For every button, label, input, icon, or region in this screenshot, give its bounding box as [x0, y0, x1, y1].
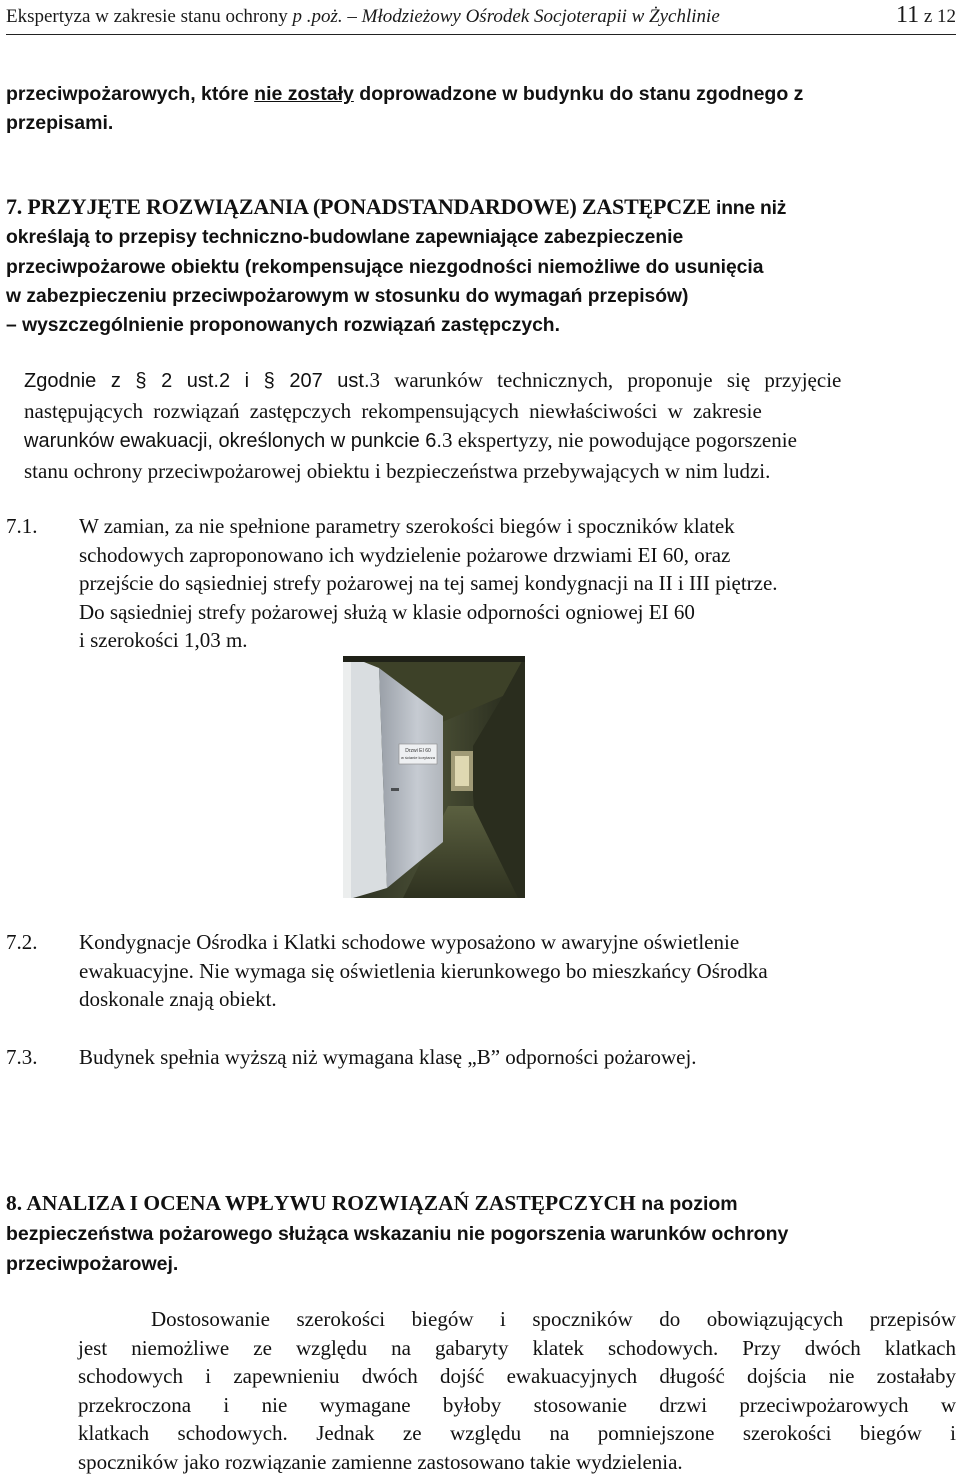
intro-text-1: przeciwpożarowych, które	[6, 83, 255, 105]
item-line: Budynek spełnia wyższą niż wymagana klasę „B” odporności pożarowej.	[79, 1045, 697, 1069]
section-7-line-4: w zabezpieczeniu przeciwpożarowym w stosunku do wymagań przepisów)	[6, 285, 689, 307]
section-7-line-5: – wyszczególnienie proponowanych rozwiązań zastępczych.	[6, 315, 560, 337]
header-divider	[6, 34, 956, 35]
section-8-line-3: przeciwpożarowej.	[6, 1253, 179, 1275]
section-7-line-2: określają to przepisy techniczno-budowlane zapewniające zabezpieczenie	[6, 227, 684, 249]
list-item-7-1	[6, 512, 956, 662]
section-7-title: 7. PRZYJĘTE ROZWIĄZANIA (PONADSTANDARDOWE) ZASTĘPCZE	[6, 194, 711, 219]
item-line: W zamian, za nie spełnione parametry szerokości biegów i spoczników klatek	[79, 514, 735, 538]
item-number: 7.2.	[6, 930, 38, 954]
paragraph-sign: §	[135, 370, 147, 392]
page-number	[896, 2, 956, 30]
header-title-italic: p .poż. – Młodzieżowy Ośrodek Socjoterapii w Żychlinie	[292, 6, 720, 27]
page-total: z 12	[919, 6, 956, 27]
header-title	[6, 4, 720, 30]
section-7-title-cont: inne niż	[710, 198, 787, 219]
fire-door-photo-image	[343, 656, 525, 898]
closing-line: jest niemożliwe ze względu na gabaryty klatek schodowych. Przy dwóch klatkach	[78, 1335, 956, 1360]
zgodnie-text-4: 3 warunków technicznych, proponuje się przyjęcie	[369, 368, 842, 392]
zgodnie-text-1: Zgodnie z	[24, 370, 136, 392]
zgodnie-line-2: następujących rozwiązań zastępczych rekompensujących niewłaściwości w zakresie	[24, 398, 762, 423]
item-text	[79, 512, 939, 655]
zgodnie-text-3: 207 ust.	[274, 370, 370, 392]
item-line: ewakuacyjne. Nie wymaga się oświetlenia kierunkowego bo mieszkańcy Ośrodka	[79, 958, 768, 983]
section-7-heading	[6, 192, 956, 340]
section-8-title-cont: na poziom	[635, 1193, 738, 1215]
closing-line: schodowych i zapewnieniu dwóch dojść ewakuacyjnych długość dojścia nie zostałaby	[78, 1364, 956, 1389]
item-number: 7.1.	[6, 514, 38, 538]
section-8-line-2: bezpieczeństwa pożarowego służąca wskazaniu nie pogorszenia warunków ochrony	[6, 1223, 789, 1245]
list-item-7-2	[6, 928, 956, 1018]
item-text	[79, 1043, 939, 1072]
intro-text-2: doprowadzone w budynku do stanu zgodnego z	[353, 83, 804, 105]
closing-paragraph	[78, 1305, 956, 1477]
page-header	[6, 2, 956, 32]
list-item-7-3	[6, 1043, 956, 1073]
closing-line: klatkach schodowych. Jednak ze względu na pomniejszone szerokości biegów i	[78, 1421, 956, 1446]
item-line: przejście do sąsiedniej strefy pożarowej na tej samej kondygnacji na II i III piętrze.	[79, 571, 778, 595]
closing-line: spoczników jako rozwiązanie zamienne zastosowano takie wydzielenia.	[78, 1449, 683, 1474]
zgodnie-line-3a: warunków ewakuacji, określonych w punkcie 6.	[24, 430, 442, 452]
section-7-line-3: przeciwpożarowe obiektu (rekompensujące niezgodności niemożliwe do usunięcia	[6, 256, 764, 278]
door-sign-text-2: w ścianie korytarza	[400, 755, 436, 760]
intro-underlined: nie zostały	[254, 83, 354, 105]
item-number: 7.3.	[6, 1045, 38, 1069]
door-sign-text-1: Drzwi EI 60	[405, 748, 431, 754]
closing-line: Dostosowanie szerokości biegów i spoczników do obowiązujących przepisów	[151, 1307, 956, 1331]
item-line: doskonale znają obiekt.	[79, 987, 277, 1011]
header-title-plain: Ekspertyza w zakresie stanu ochrony	[6, 6, 293, 27]
paragraph-sign: §	[263, 370, 275, 392]
section-8-title: 8. ANALIZA I OCENA WPŁYWU ROZWIĄZAŃ ZASTĘPCZYCH	[6, 1191, 636, 1215]
zgodnie-text-2: 2 ust.2 i	[146, 370, 264, 392]
closing-line: przekroczona i nie wymagane byłoby stosowanie drzwi przeciwpożarowych w	[78, 1392, 956, 1417]
item-text	[79, 928, 939, 1014]
item-line: Do sąsiedniej strefy pożarowej służą w klasie odporności ogniowej EI 60	[79, 599, 695, 624]
page-current: 11	[895, 2, 920, 28]
section-8-heading	[6, 1188, 956, 1279]
zgodnie-line-4: stanu ochrony przeciwpożarowej obiektu i bezpieczeństwa przebywających w nim ludzi.	[24, 458, 771, 483]
zgodnie-paragraph	[24, 366, 954, 486]
item-line: Kondygnacje Ośrodka i Klatki schodowe wyposażono w awaryjne oświetlenie	[79, 930, 740, 954]
item-line: schodowych zaproponowano ich wydzielenie pożarowe drzwiami EI 60, oraz	[79, 542, 731, 567]
zgodnie-line-3b: 3 ekspertyzy, nie powodujące pogorszenie	[441, 428, 797, 452]
fire-door-photo	[343, 656, 525, 898]
intro-line-2: przepisami.	[6, 112, 114, 134]
intro-paragraph	[6, 80, 956, 138]
item-line: i szerokości 1,03 m.	[79, 628, 248, 652]
